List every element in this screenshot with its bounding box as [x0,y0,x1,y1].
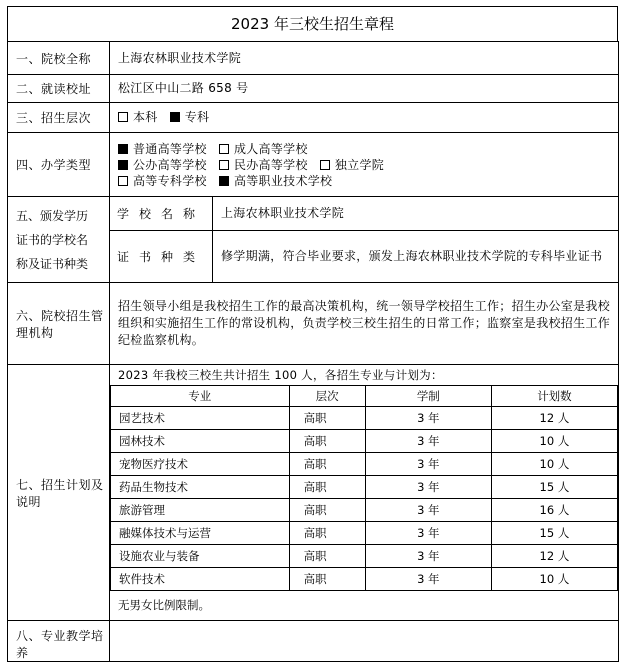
plan-cell: 软件技术 [111,568,290,591]
certificate-label-line: 五、颁发学历 [16,208,89,223]
plan-cell: 高职 [289,430,365,453]
plan-cell: 10 人 [491,430,617,453]
plan-row [111,568,618,591]
plan-cell: 15 人 [491,522,617,545]
plan-header-cell: 计划数 [491,386,617,407]
certificate-type-value: 修学期满，符合毕业要求，颁发上海农林职业技术学院的专科毕业证书 [213,231,619,283]
teaching-label: 八、专业教学培养 [8,621,110,662]
level-options [110,103,619,133]
plan-note: 无男女比例限制。 [118,598,210,612]
school-name-value: 上海农林职业技术学院 [110,42,619,75]
certificate-type-sublabel: 证书种类 [110,231,213,283]
level-option-undergrad [118,110,158,124]
management-value: 招生领导小组是我校招生工作的最高决策机构，统一领导学校招生工作；招生办公室是我校组织和实施招生工作的常设机构，负责学校三校生招生的日常工作；监察室是我校招生工作纪检监察机构。 [110,283,619,365]
plan-cell: 高职 [289,545,365,568]
school-type-options [110,133,619,197]
level-label: 三、招生层次 [8,103,110,133]
plan-cell: 宠物医疗技术 [111,453,290,476]
checkbox-filled-icon [118,160,128,170]
certificate-label-line: 证书的学校名 [16,232,89,247]
option-label: 普通高等学校 [133,141,207,156]
plan-cell: 10 人 [491,453,617,476]
type-line-3 [118,173,610,189]
checkbox-empty-icon [219,144,229,154]
plan-cell: 3 年 [365,568,491,591]
plan-cell: 高职 [289,499,365,522]
management-label: 六、院校招生管理机构 [8,283,110,365]
option-label: 独立学院 [334,157,385,172]
type-option [320,158,384,172]
plan-cell: 3 年 [365,476,491,499]
charter-table [7,41,619,662]
checkbox-empty-icon [118,112,128,122]
plan-cell: 高职 [289,568,365,591]
plan-cell: 16 人 [491,499,617,522]
plan-cell: 3 年 [365,407,491,430]
certificate-label [8,197,110,283]
address-label: 二、就读校址 [8,75,110,103]
row-management [8,283,619,365]
plan-intro: 2023 年我校三校生共计招生 100 人，各招生专业与计划为： [118,368,443,382]
plan-row [111,453,618,476]
type-option [219,142,308,156]
certificate-school-value: 上海农林职业技术学院 [213,197,619,231]
plan-cell: 12 人 [491,407,617,430]
plan-cell: 3 年 [365,430,491,453]
plan-header-cell: 专业 [111,386,290,407]
certificate-label-line: 称及证书种类 [16,256,89,271]
option-label: 专科 [184,110,210,124]
option-label: 公办高等学校 [133,157,207,172]
plan-row [111,499,618,522]
plan-label: 七、招生计划及说明 [8,365,110,621]
plan-cell: 3 年 [365,499,491,522]
teaching-value [110,621,619,662]
plan-cell: 高职 [289,476,365,499]
type-option [219,174,332,188]
option-label: 高等专科学校 [133,173,207,188]
option-label: 高等职业技术学校 [233,173,333,188]
plan-cell: 3 年 [365,545,491,568]
type-option [219,158,308,172]
plan-row [111,407,618,430]
row-school-name [8,42,619,75]
type-option [118,142,207,156]
plan-header-cell: 层次 [289,386,365,407]
plan-cell: 高职 [289,453,365,476]
plan-cell: 旅游管理 [111,499,290,522]
plan-cell: 12 人 [491,545,617,568]
school-name-label: 一、院校全称 [8,42,110,75]
plan-table [110,385,618,591]
plan-content [110,365,619,621]
plan-cell: 15 人 [491,476,617,499]
plan-cell: 园艺技术 [111,407,290,430]
plan-cell: 药品生物技术 [111,476,290,499]
plan-cell: 3 年 [365,522,491,545]
row-school-type [8,133,619,197]
type-option [118,174,207,188]
plan-row [111,545,618,568]
plan-cell: 高职 [289,407,365,430]
plan-cell: 园林技术 [111,430,290,453]
row-teaching [8,621,619,662]
plan-row [111,522,618,545]
checkbox-filled-icon [118,144,128,154]
row-enrollment-plan [8,365,619,621]
plan-row [111,476,618,499]
type-option [118,158,207,172]
level-option-junior [170,110,210,124]
row-certificate-school [8,197,619,231]
option-label: 民办高等学校 [233,157,308,172]
plan-cell: 设施农业与装备 [111,545,290,568]
option-label: 本科 [133,110,158,124]
document-title: 2023 年三校生招生章程 [7,6,618,42]
plan-cell: 3 年 [365,453,491,476]
checkbox-filled-icon [219,176,229,186]
option-label: 成人高等学校 [233,141,308,156]
address-value: 松江区中山二路 658 号 [110,75,619,103]
plan-cell: 10 人 [491,568,617,591]
school-name-sublabel: 学校名称 [110,197,213,231]
plan-cell: 融媒体技术与运营 [111,522,290,545]
type-line-2 [118,157,610,173]
row-address [8,75,619,103]
plan-cell: 高职 [289,522,365,545]
plan-header-row [111,386,618,407]
checkbox-empty-icon [320,160,330,170]
row-level [8,103,619,133]
checkbox-empty-icon [118,176,128,186]
checkbox-filled-icon [170,112,180,122]
checkbox-empty-icon [219,160,229,170]
plan-row [111,430,618,453]
school-type-label: 四、办学类型 [8,133,110,197]
type-line-1 [118,141,610,157]
plan-header-cell: 学制 [365,386,491,407]
